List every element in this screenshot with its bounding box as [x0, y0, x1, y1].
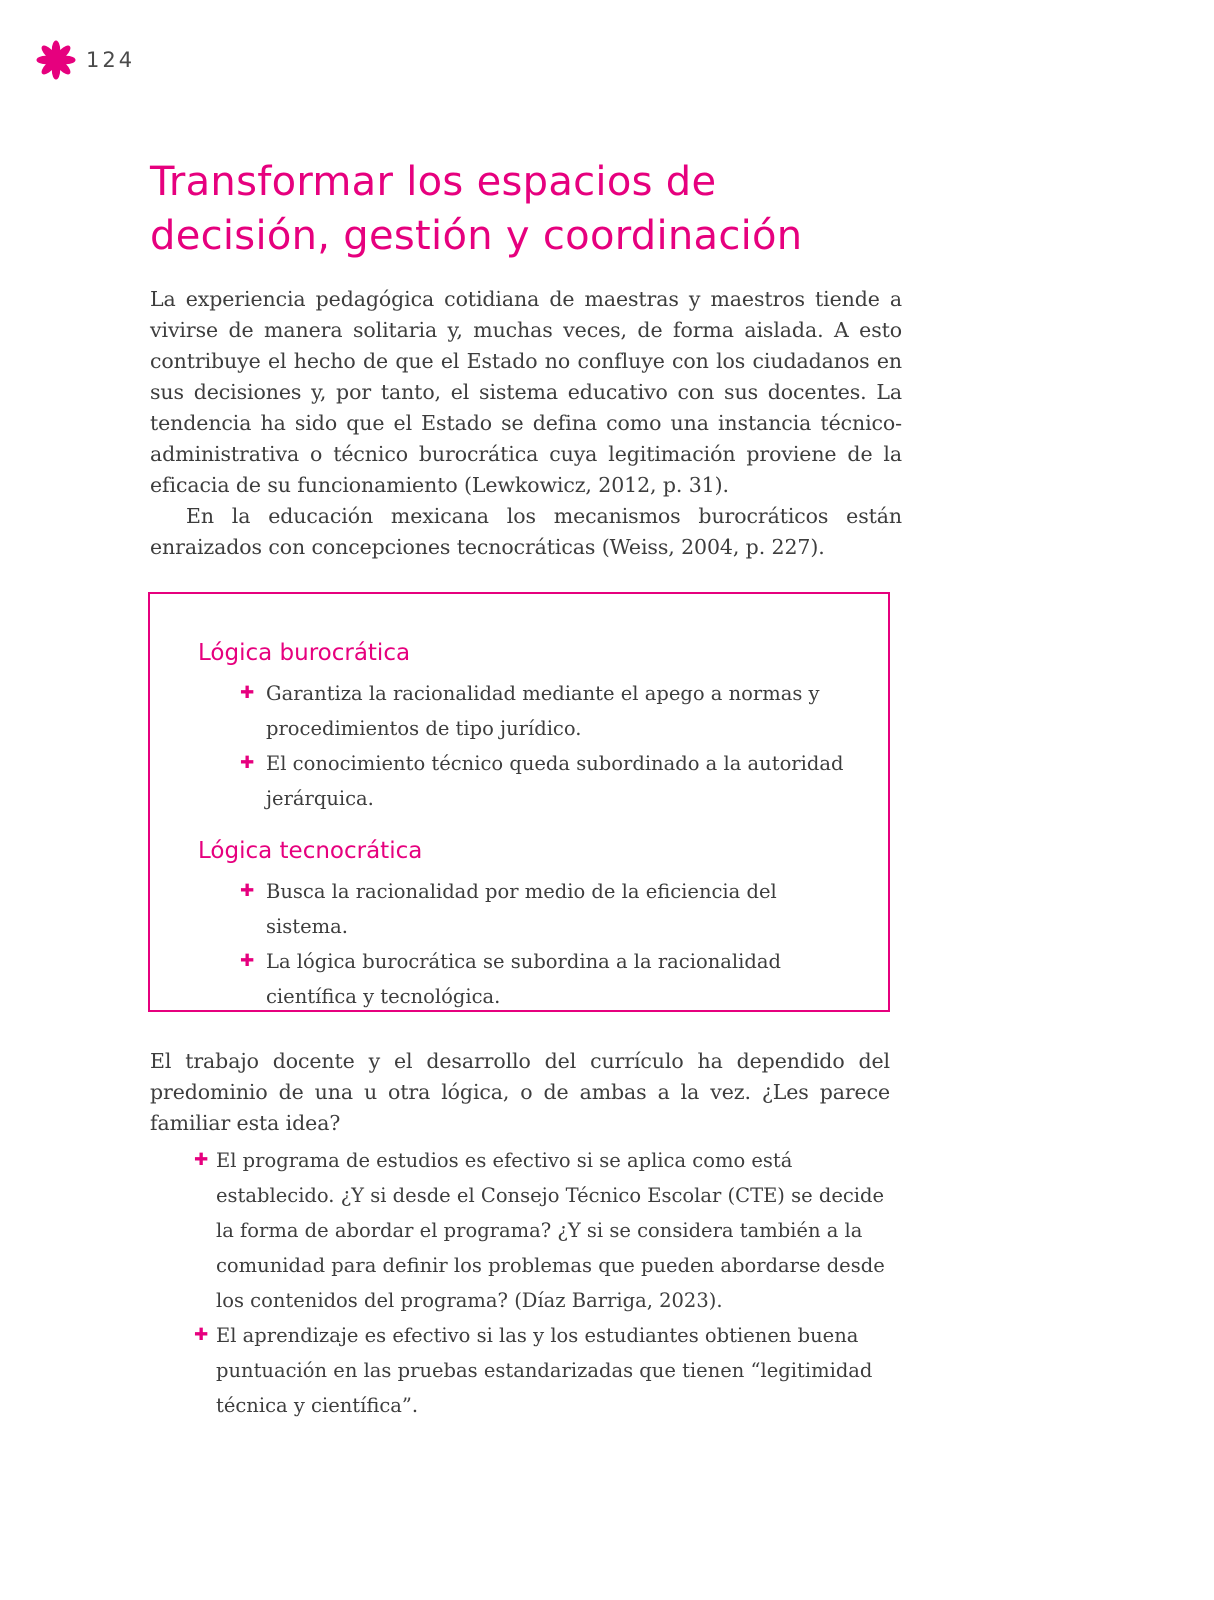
callout-heading-technocratic: Lógica tecnocrática: [198, 838, 423, 864]
outro-section: [150, 1046, 890, 1139]
callout-heading-bureaucratic: Lógica burocrática: [198, 640, 411, 666]
page-header: [36, 40, 135, 80]
list-item-text: El programa de estudios es efectivo si se aplica como está establecido. ¿Y si desde el Consejo Técnico Escolar (CTE) se decide la forma de abordar el programa? ¿Y si se considera también a la comunidad para definir los problemas que pueden abordarse desde los contenidos del programa? (Díaz Barriga, 2023).: [216, 1149, 885, 1312]
callout-box: [148, 592, 890, 1012]
cross-bullet-icon: ✚: [240, 683, 255, 703]
list-item-text: El conocimiento técnico queda subordinado a la autoridad jerárquica.: [266, 752, 844, 810]
cross-bullet-icon: ✚: [194, 1325, 209, 1345]
cross-bullet-icon: ✚: [194, 1150, 209, 1170]
list-item-text: La lógica burocrática se subordina a la racionalidad científica y tecnológica.: [266, 950, 781, 1008]
list-item: [194, 1318, 894, 1423]
list-item-text: El aprendizaje es efectivo si las y los estudiantes obtienen buena puntuación en las pruebas estandarizadas que tienen “legitimidad técnica y científica”.: [216, 1324, 873, 1417]
page-number: 124: [86, 48, 136, 72]
asterisk-icon: [36, 40, 76, 80]
intro-paragraph-2: En la educación mexicana los mecanismos burocráticos están enraizados con concepciones tecnocráticas (Weiss, 2004, p. 227).: [150, 504, 902, 559]
list-item: [240, 676, 850, 746]
list-item: [240, 944, 850, 1014]
page-title: [150, 155, 870, 263]
list-item: [240, 874, 850, 944]
title-line-1: Transformar los espacios de: [150, 159, 717, 205]
outro-list: [194, 1143, 894, 1423]
technocratic-list: [240, 874, 850, 1014]
cross-bullet-icon: ✚: [240, 881, 255, 901]
list-item-text: Busca la racionalidad por medio de la eficiencia del sistema.: [266, 880, 777, 938]
cross-bullet-icon: ✚: [240, 951, 255, 971]
bureaucratic-list: [240, 676, 850, 816]
cross-bullet-icon: ✚: [240, 753, 255, 773]
list-item: [240, 746, 850, 816]
intro-section: [150, 284, 902, 563]
list-item: [194, 1143, 894, 1318]
title-line-2: decisión, gestión y coordinación: [150, 213, 803, 259]
intro-paragraph-1: La experiencia pedagógica cotidiana de maestras y maestros tiende a vivirse de manera solitaria y, muchas veces, de forma aislada. A esto contribuye el hecho de que el Estado no confluye con los ciudadanos en sus decisiones y, por tanto, el sistema educativo con sus docentes. La tendencia ha sido que el Estado se defina como una instancia técnico-administrativa o técnico burocrática cuya legitimación proviene de la eficacia de su funcionamiento (Lewkowicz, 2012, p. 31).: [150, 287, 902, 497]
list-item-text: Garantiza la racionalidad mediante el apego a normas y procedimientos de tipo jurídico.: [266, 682, 820, 740]
outro-paragraph: El trabajo docente y el desarrollo del currículo ha dependido del predominio de una u otra lógica, o de ambas a la vez. ¿Les parece familiar esta idea?: [150, 1049, 890, 1135]
